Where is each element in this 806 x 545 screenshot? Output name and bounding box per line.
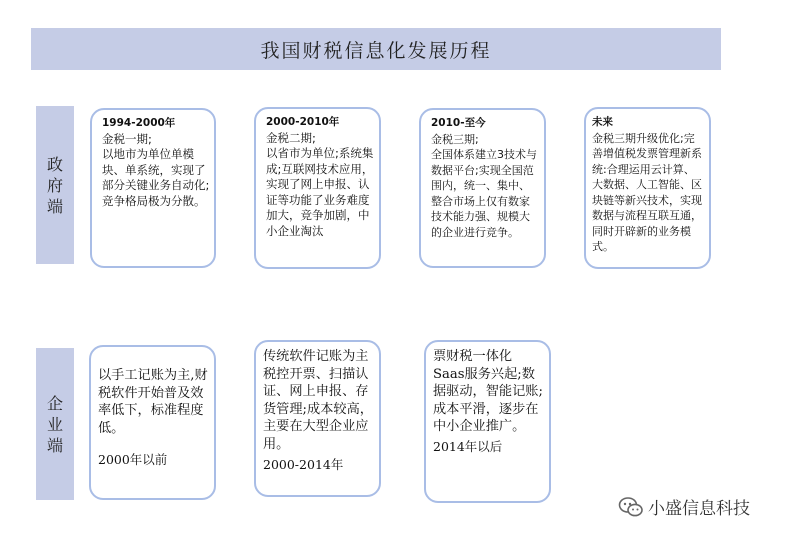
gov-stage-box [254, 107, 381, 269]
stage-description: 票财税一体化Saas服务兴起;数据驱动，智能记账;成本平滑，逐步在中小企业推广。 [433, 349, 543, 435]
ent-stage-box [424, 340, 551, 503]
government-side-label [36, 106, 74, 264]
stage-description: 金税三期升级优化;完善增值税发票管理新系统:合理运用云计算、大数据、人工智能、区块链等新兴技术，实现数据与流程互联互通，同时开辟新的业务模式。 [592, 131, 702, 253]
stage-description: 金税一期; 以地市为单位单模块、单系统，实现了部分关键业务自动化;竞争格局极为分散。 [102, 131, 210, 208]
stage-description: 以手工记账为主,财税软件开始普及效率低下，标准程度低。 [98, 368, 208, 436]
diagram-title: 我国财税信息化发展历程 [31, 28, 721, 70]
ent-stage-box [254, 340, 381, 497]
ent-label-char: 企 [46, 393, 63, 413]
stage-description: 传统软件记账为主税控开票、扫描认证、网上申报、存货管理;成本较高，主要在大型企业应用。 [263, 349, 373, 452]
gov-stage-box [419, 108, 546, 268]
gov-label-char: 府 [46, 175, 63, 195]
stage-period: 2000年以前 [98, 452, 168, 468]
stage-period: 2014年以后 [433, 438, 503, 454]
stage-period: 2000-2014年 [263, 456, 344, 472]
stage-description: 金税三期; 全国体系建立3技术与数据平台;实现全国范围内，统一、集中、整合市场上仅有数家技术能力强、规模大的企业进行竞争。 [431, 132, 537, 239]
wechat-icon [618, 496, 644, 518]
stage-year: 未来 [592, 116, 613, 128]
stage-description: 金税二期; 以省市为单位;系统集成;互联网技术应用，实现了网上申报、认证等功能了业务难度加大，竞争加剧，中小企业淘汰 [266, 130, 374, 238]
watermark-text: 小盛信息科技 [648, 499, 750, 519]
stage-year: 1994-2000年 [102, 117, 176, 129]
gov-stage-box [90, 108, 216, 268]
watermark [618, 494, 750, 519]
ent-label-char: 业 [46, 414, 63, 434]
gov-label-char: 政 [46, 154, 63, 174]
stage-year: 2010-至今 [431, 117, 486, 129]
stage-year: 2000-2010年 [266, 116, 340, 128]
ent-stage-box [89, 345, 216, 500]
gov-label-char: 端 [46, 196, 63, 216]
enterprise-side-label [36, 348, 74, 500]
gov-stage-box [584, 107, 711, 269]
ent-label-char: 端 [46, 435, 63, 455]
